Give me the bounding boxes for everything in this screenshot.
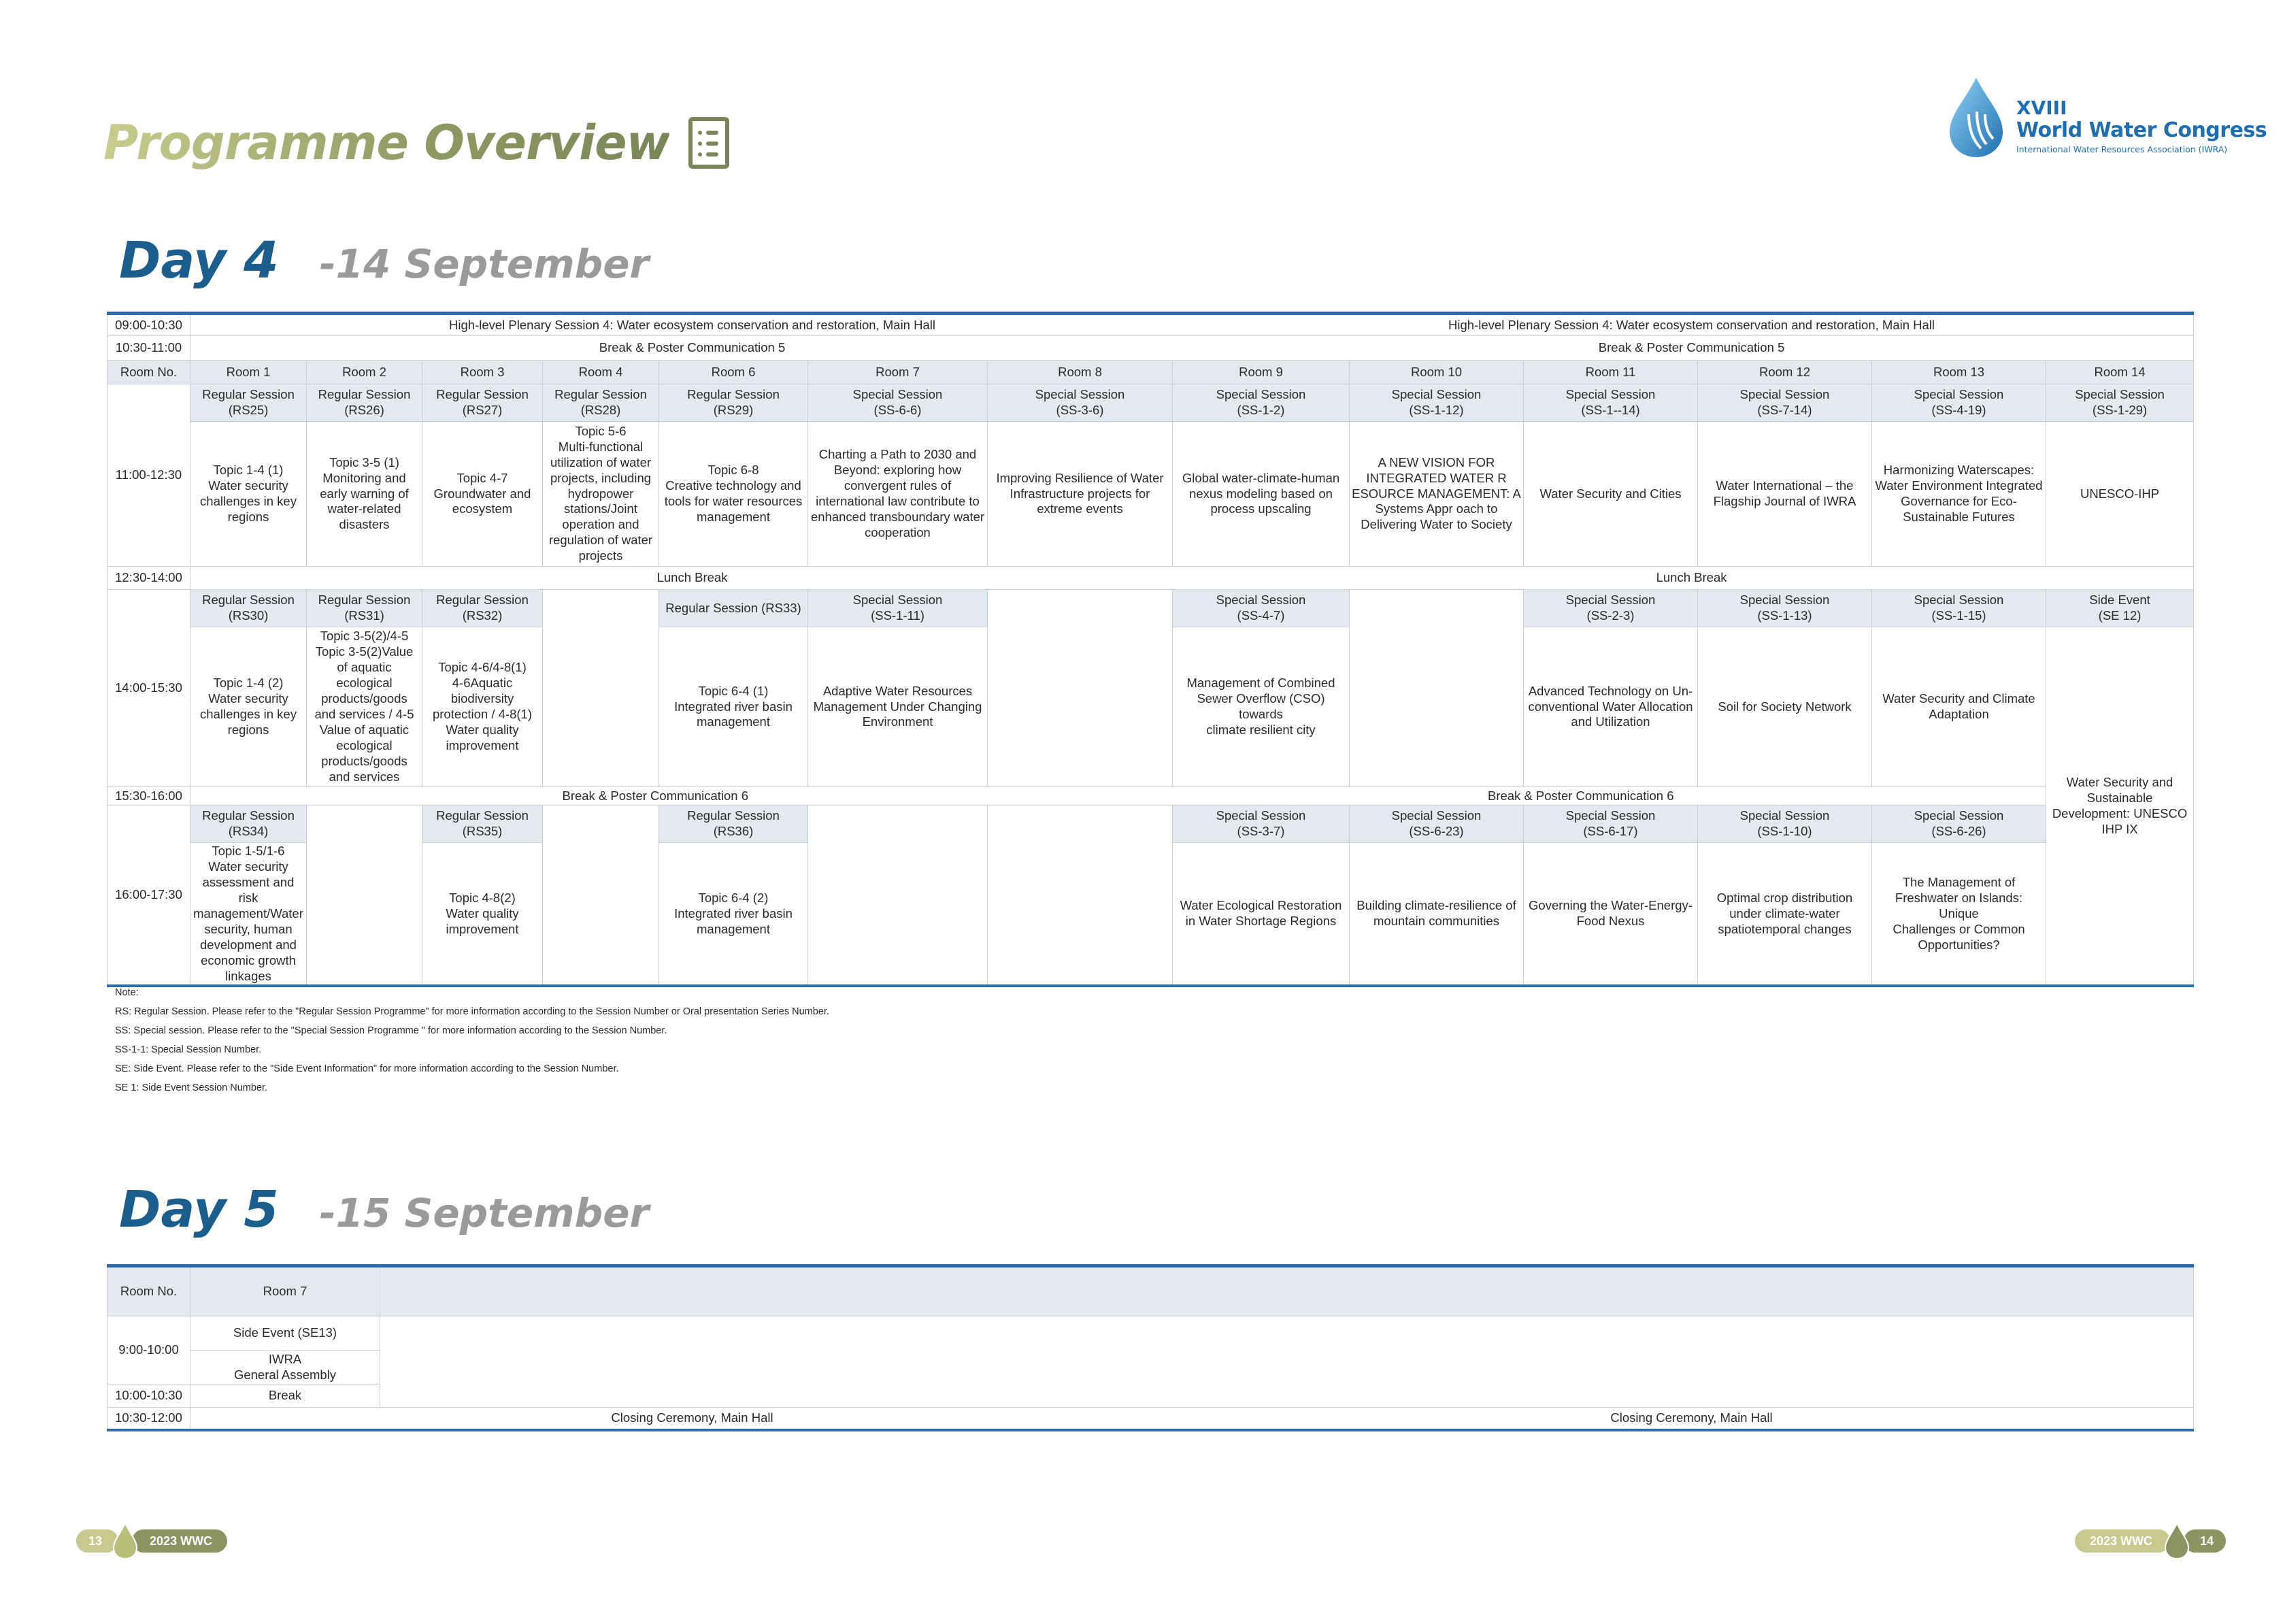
day5-schedule-table bbox=[107, 1264, 2194, 1431]
session-topic: Topic 3-5(2)/4-5 Topic 3-5(2)Value of aquatic ecological products/goods and services / 4-5 Value of aquatic ecological products/goods and services bbox=[307, 627, 422, 787]
room-header: Room 9 bbox=[1173, 361, 1350, 384]
room-header: Room 7 bbox=[808, 361, 988, 384]
session-topic: Water Security and Climate Adaptation bbox=[1872, 627, 2046, 787]
room-header: Room 10 bbox=[1350, 361, 1524, 384]
note-line: SS-1-1: Special Session Number. bbox=[115, 1044, 262, 1055]
session-topic: Optimal crop distribution under climate-water spatiotemporal changes bbox=[1698, 843, 1872, 987]
drop-leaf-icon bbox=[2163, 1522, 2190, 1560]
footer-left-page bbox=[76, 1529, 227, 1553]
plenary-text: High-level Plenary Session 4: Water ecosystem conservation and restoration, Main Hall bbox=[1448, 317, 1935, 332]
time-cell: 15:30-16:00 bbox=[107, 787, 190, 806]
session-topic: Advanced Technology on Un- conventional Water Allocation and Utilization bbox=[1524, 627, 1698, 787]
session-code: Special Session (SS-1-12) bbox=[1350, 384, 1524, 422]
page-number: 14 bbox=[2184, 1529, 2226, 1553]
drop-leaf-icon bbox=[112, 1522, 139, 1560]
time-cell: 10:30-12:00 bbox=[107, 1408, 190, 1430]
session-topic: Water International – the Flagship Journal of IWRA bbox=[1698, 422, 1872, 567]
session-code: Regular Session (RS32) bbox=[422, 590, 543, 627]
session-code: Regular Session (RS36) bbox=[659, 806, 808, 843]
lunch-cell bbox=[190, 567, 2194, 590]
room-header: Room 6 bbox=[659, 361, 808, 384]
empty-cell bbox=[543, 590, 659, 787]
side-event-cell: Side Event (SE13) bbox=[190, 1316, 380, 1350]
empty-cell bbox=[1350, 590, 1524, 787]
time-cell: 16:00-17:30 bbox=[107, 806, 190, 987]
session-code: Special Session (SS-4-7) bbox=[1173, 590, 1350, 627]
programme-overview-header bbox=[103, 105, 729, 180]
footer-right-page bbox=[2075, 1529, 2226, 1553]
session-code: Special Session (SS-1--14) bbox=[1524, 384, 1698, 422]
closing-text: Closing Ceremony, Main Hall bbox=[1610, 1410, 1773, 1425]
empty-cell bbox=[380, 1316, 2194, 1408]
session-code: Regular Session (RS27) bbox=[422, 384, 543, 422]
session-topic: Water Ecological Restoration in Water Shortage Regions bbox=[1173, 843, 1350, 987]
break-text: Break & Poster Communication 5 bbox=[1598, 340, 1785, 355]
session-code: Regular Session (RS35) bbox=[422, 806, 543, 843]
session-topic: The Management of Freshwater on Islands: Unique Challenges or Common Opportunities? bbox=[1872, 843, 2046, 987]
break-text: Break & Poster Communication 6 bbox=[562, 788, 748, 803]
logo-roman-numeral: XVIII bbox=[2016, 97, 2067, 119]
page-number: 13 bbox=[76, 1529, 118, 1553]
empty-cell bbox=[543, 806, 659, 987]
session-code: Special Session (SS-1-10) bbox=[1698, 806, 1872, 843]
note-line: SE: Side Event. Please refer to the "Side Event Information" for more information according to the Session Number. bbox=[115, 1063, 619, 1074]
session-topic: Topic 6-8 Creative technology and tools for water resources management bbox=[659, 422, 808, 567]
plenary-session-cell bbox=[190, 314, 2194, 336]
session-topic: Water Security and Cities bbox=[1524, 422, 1698, 567]
room-no-label: Room No. bbox=[107, 361, 190, 384]
day5-date: -15 September bbox=[319, 1190, 650, 1236]
room-header: Room 13 bbox=[1872, 361, 2046, 384]
plenary-text: High-level Plenary Session 4: Water ecosystem conservation and restoration, Main Hall bbox=[449, 317, 935, 332]
empty-header-cell bbox=[380, 1266, 2194, 1316]
room-header: Room 1 bbox=[190, 361, 307, 384]
day4-label: Day 4 bbox=[119, 231, 279, 290]
water-drop-logo-icon bbox=[1946, 75, 2007, 160]
session-code: Regular Session (RS30) bbox=[190, 590, 307, 627]
session-code: Regular Session (RS28) bbox=[543, 384, 659, 422]
session-topic: Topic 3-5 (1) Monitoring and early warning of water-related disasters bbox=[307, 422, 422, 567]
assembly-cell: IWRA General Assembly bbox=[190, 1350, 380, 1385]
note-line: RS: Regular Session. Please refer to the "Regular Session Programme" for more information according to the Session Number or Oral presentation Series Number. bbox=[115, 1006, 829, 1017]
session-topic: Topic 4-7 Groundwater and ecosystem bbox=[422, 422, 543, 567]
session-topic: Adaptive Water Resources Management Under Changing Environment bbox=[808, 627, 988, 787]
empty-cell bbox=[988, 590, 1173, 787]
day5-label: Day 5 bbox=[119, 1180, 279, 1239]
session-code: Special Session (SS-1-2) bbox=[1173, 384, 1350, 422]
session-topic: Topic 6-4 (1) Integrated river basin management bbox=[659, 627, 808, 787]
day4-schedule-table bbox=[107, 312, 2194, 987]
time-cell: 10:00-10:30 bbox=[107, 1385, 190, 1408]
day5-heading bbox=[119, 1180, 649, 1248]
session-code: Special Session (SS-6-17) bbox=[1524, 806, 1698, 843]
empty-cell bbox=[307, 806, 422, 987]
session-code: Special Session (SS-6-6) bbox=[808, 384, 988, 422]
session-code: Special Session (SS-2-3) bbox=[1524, 590, 1698, 627]
session-topic: UNESCO-IHP bbox=[2046, 422, 2194, 567]
room-header: Room 3 bbox=[422, 361, 543, 384]
session-topic: Global water-climate-human nexus modeling based on process upscaling bbox=[1173, 422, 1350, 567]
session-code: Regular Session (RS34) bbox=[190, 806, 307, 843]
closing-ceremony-cell bbox=[190, 1408, 2194, 1430]
room-header: Room 12 bbox=[1698, 361, 1872, 384]
session-code: Side Event (SE 12) bbox=[2046, 590, 2194, 627]
room-header: Room 4 bbox=[543, 361, 659, 384]
session-code: Special Session (SS-4-19) bbox=[1872, 384, 2046, 422]
session-topic: Topic 6-4 (2) Integrated river basin management bbox=[659, 843, 808, 987]
time-cell: 10:30-11:00 bbox=[107, 336, 190, 361]
note-line: SE 1: Side Event Session Number. bbox=[115, 1082, 268, 1093]
session-code: Special Session (SS-6-23) bbox=[1350, 806, 1524, 843]
session-topic: Topic 4-8(2) Water quality improvement bbox=[422, 843, 543, 987]
break-cell bbox=[190, 336, 2194, 361]
room-no-label: Room No. bbox=[107, 1266, 190, 1316]
session-topic: Charting a Path to 2030 and Beyond: exploring how convergent rules of international law contribute to enhanced transboundary water cooperation bbox=[808, 422, 988, 567]
day4-heading bbox=[119, 231, 649, 299]
footer-label: 2023 WWC bbox=[132, 1529, 227, 1553]
session-code: Special Session (SS-7-14) bbox=[1698, 384, 1872, 422]
session-topic: Management of Combined Sewer Overflow (CSO) towards climate resilient city bbox=[1173, 627, 1350, 787]
notes-section bbox=[115, 983, 829, 1097]
time-cell: 09:00-10:30 bbox=[107, 314, 190, 336]
day4-date: -14 September bbox=[319, 241, 650, 287]
session-topic: Topic 1-4 (1) Water security challenges in key regions bbox=[190, 422, 307, 567]
session-code: Regular Session (RS25) bbox=[190, 384, 307, 422]
session-topic: Governing the Water-Energy- Food Nexus bbox=[1524, 843, 1698, 987]
session-topic: A NEW VISION FOR INTEGRATED WATER R ESOURCE MANAGEMENT: A Systems Appr oach to Delivering Water to Society bbox=[1350, 422, 1524, 567]
session-topic: Building climate-resilience of mountain communities bbox=[1350, 843, 1524, 987]
break-text: Break & Poster Communication 5 bbox=[599, 340, 786, 355]
session-topic: Soil for Society Network bbox=[1698, 627, 1872, 787]
room-header: Room 14 bbox=[2046, 361, 2194, 384]
session-topic: Topic 4-6/4-8(1) 4-6Aquatic biodiversity protection / 4-8(1) Water quality improvement bbox=[422, 627, 543, 787]
empty-cell bbox=[808, 806, 988, 987]
session-topic: Topic 5-6 Multi-functional utilization of water projects, including hydropower stations/Joint operation and regulation of water projects bbox=[543, 422, 659, 567]
time-cell: 11:00-12:30 bbox=[107, 384, 190, 567]
break-cell: Break bbox=[190, 1385, 380, 1408]
session-code: Regular Session (RS31) bbox=[307, 590, 422, 627]
lunch-text: Lunch Break bbox=[1656, 570, 1727, 585]
break-cell bbox=[190, 787, 2046, 806]
session-code: Special Session (SS-1-11) bbox=[808, 590, 988, 627]
wwc-logo bbox=[1946, 75, 2267, 163]
session-code: Regular Session (RS26) bbox=[307, 384, 422, 422]
note-line: SS: Special session. Please refer to the "Special Session Programme " for more information according to the Session Number. bbox=[115, 1025, 667, 1036]
room-header: Room 11 bbox=[1524, 361, 1698, 384]
session-topic: Water Security and Sustainable Development: UNESCO IHP IX bbox=[2046, 627, 2194, 987]
session-code: Special Session (SS-3-6) bbox=[988, 384, 1173, 422]
session-code: Special Session (SS-1-29) bbox=[2046, 384, 2194, 422]
session-code: Special Session (SS-3-7) bbox=[1173, 806, 1350, 843]
session-code: Regular Session (RS33) bbox=[659, 590, 808, 627]
session-topic: Harmonizing Waterscapes: Water Environment Integrated Governance for Eco- Sustainable Futures bbox=[1872, 422, 2046, 567]
lunch-text: Lunch Break bbox=[656, 570, 728, 585]
page-title: Programme Overview bbox=[103, 115, 670, 171]
session-topic: Topic 1-4 (2) Water security challenges in key regions bbox=[190, 627, 307, 787]
session-code: Special Session (SS-1-15) bbox=[1872, 590, 2046, 627]
logo-congress-name: World Water Congress bbox=[2016, 118, 2267, 142]
session-code: Regular Session (RS29) bbox=[659, 384, 808, 422]
time-cell: 9:00-10:00 bbox=[107, 1316, 190, 1385]
closing-text: Closing Ceremony, Main Hall bbox=[611, 1410, 773, 1425]
session-code: Special Session (SS-1-13) bbox=[1698, 590, 1872, 627]
room-header: Room 8 bbox=[988, 361, 1173, 384]
room-header: Room 2 bbox=[307, 361, 422, 384]
list-icon bbox=[688, 117, 729, 169]
session-topic: Topic 1-5/1-6 Water security assessment and risk management/Water security, human development and economic growth linkages bbox=[190, 843, 307, 987]
empty-cell bbox=[988, 806, 1173, 987]
break-text: Break & Poster Communication 6 bbox=[1487, 788, 1674, 803]
room-header: Room 7 bbox=[190, 1266, 380, 1316]
session-topic: Improving Resilience of Water Infrastructure projects for extreme events bbox=[988, 422, 1173, 567]
note-line: Note: bbox=[115, 987, 139, 998]
time-cell: 12:30-14:00 bbox=[107, 567, 190, 590]
logo-association: International Water Resources Association (IWRA) bbox=[2016, 144, 2228, 154]
session-code: Special Session (SS-6-26) bbox=[1872, 806, 2046, 843]
time-cell: 14:00-15:30 bbox=[107, 590, 190, 787]
footer-label: 2023 WWC bbox=[2075, 1529, 2170, 1553]
